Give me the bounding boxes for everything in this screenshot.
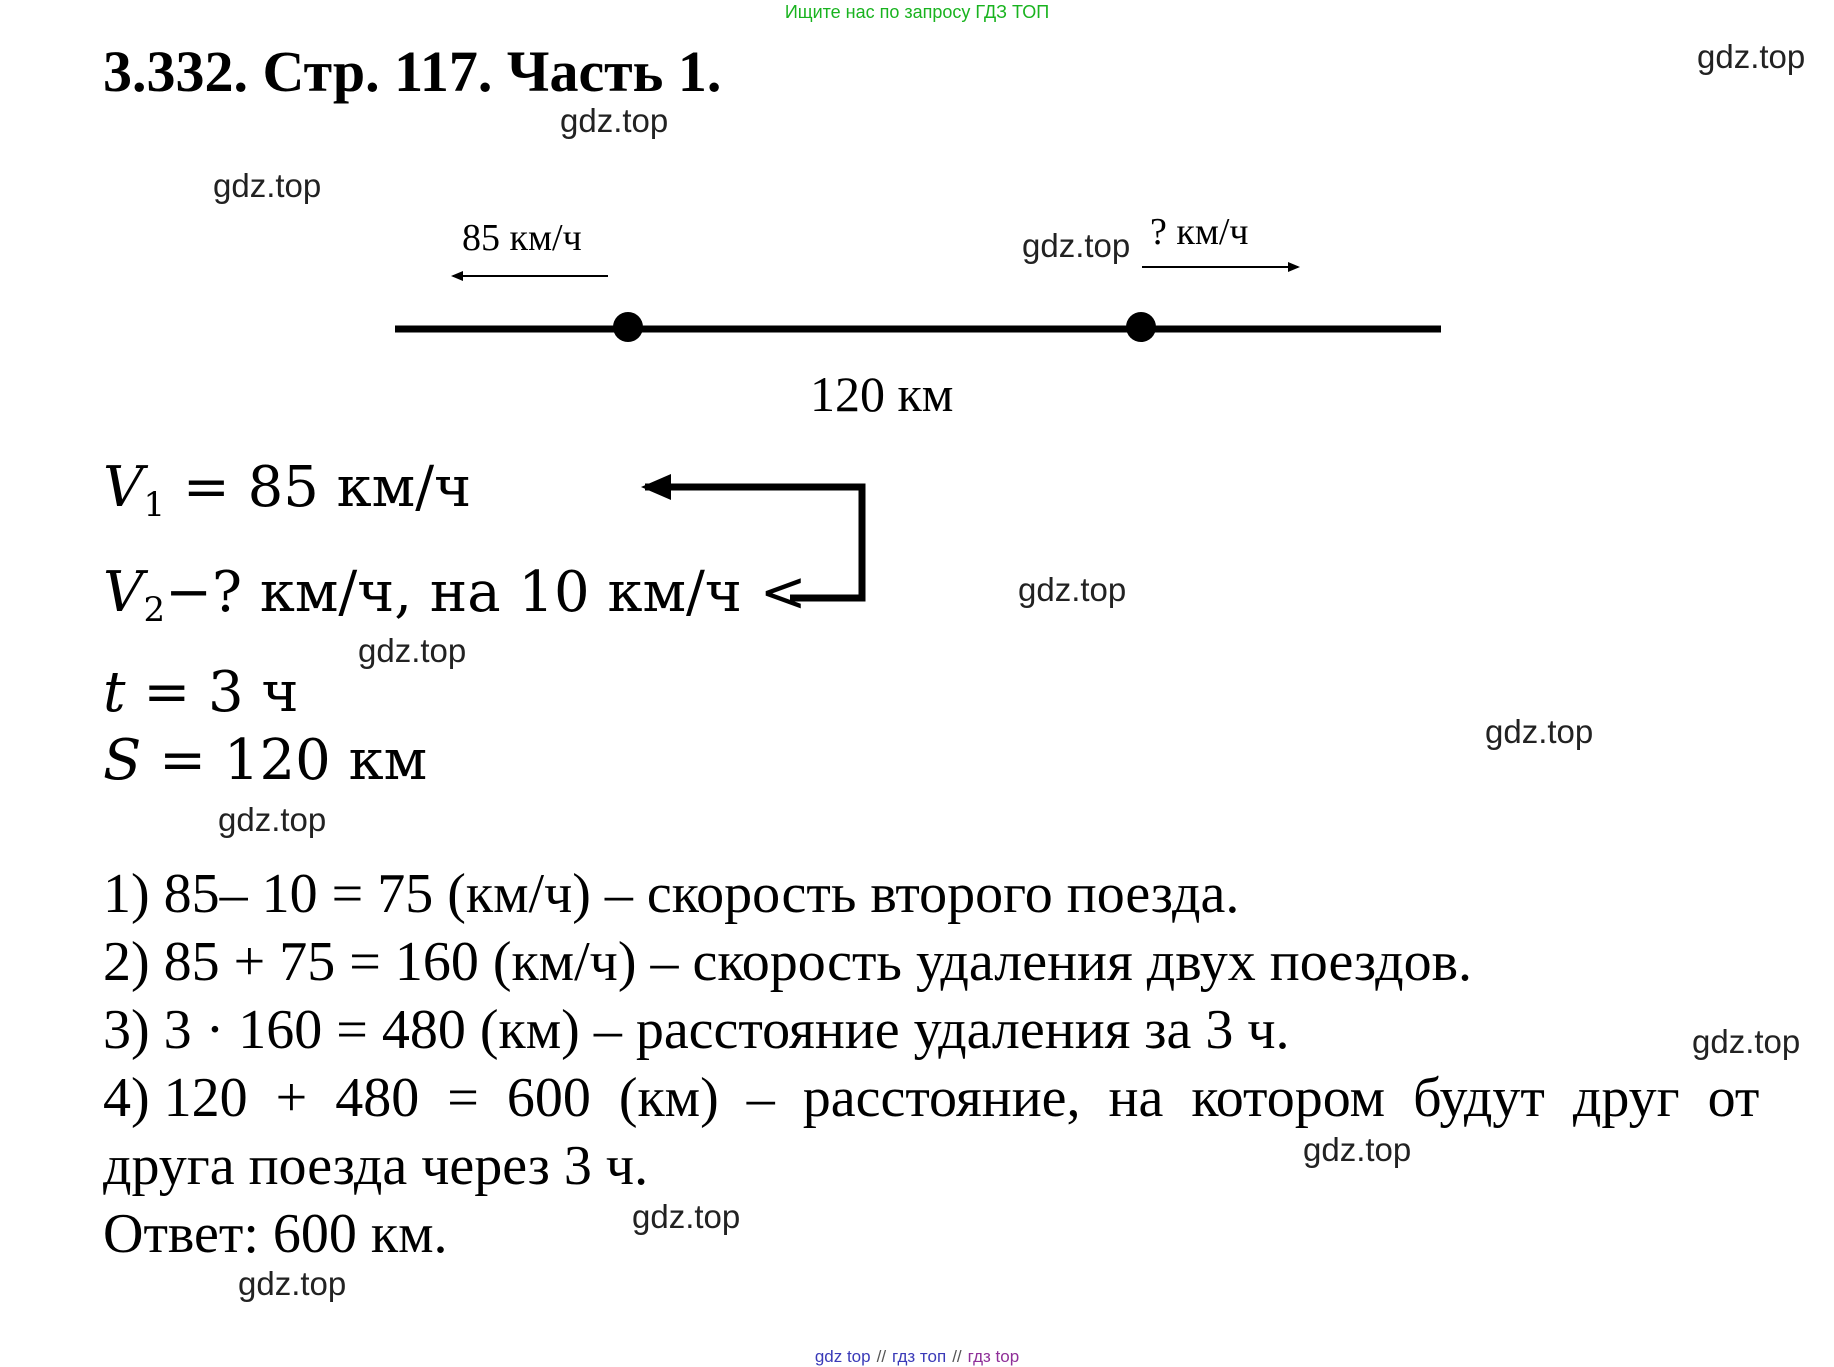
s-value: = 120 км (141, 728, 428, 793)
watermark: gdz.top (238, 1265, 347, 1302)
footer-separator: // (952, 1347, 962, 1366)
v2-symbol: V (103, 560, 144, 625)
train-point-right (1126, 312, 1156, 342)
watermark: gdz.top (1022, 227, 1131, 264)
v2-value: −? км/ч, на 10 км/ч < (165, 560, 807, 625)
v2-index: 2 (143, 590, 166, 630)
solution-step-3: 3) 3 · 160 = 480 (км) – расстояние удаления за 3 ч. (103, 999, 1290, 1061)
s-symbol: S (103, 728, 142, 793)
given-v2 (103, 560, 807, 630)
footer-link-gdz-top[interactable]: gdz top (814, 1347, 871, 1366)
v1-symbol: V (103, 455, 144, 520)
watermark: gdz.top (1692, 1023, 1801, 1060)
solution-step-1: 1) 85– 10 = 75 (км/ч) – скорость второго поезда. (103, 863, 1240, 925)
answer: Ответ: 600 км. (103, 1203, 448, 1265)
watermark: gdz.top (632, 1198, 741, 1235)
distance-label: 120 км (810, 366, 954, 422)
solution-step-4-continued: друга поезда через 3 ч. (103, 1135, 649, 1197)
footer-link-gdz-top-mixed[interactable]: гдз top (967, 1347, 1020, 1366)
solution-step-4: 4) 120 + 480 = 600 (км) – расстояние, на котором будут друг от (103, 1067, 1760, 1129)
footer-links (0, 1347, 1834, 1367)
given-s (103, 728, 427, 793)
solution-step-2: 2) 85 + 75 = 160 (км/ч) – скорость удаления двух поездов. (103, 931, 1473, 993)
watermark: gdz.top (213, 167, 322, 204)
v1-index: 1 (143, 485, 166, 525)
watermark: gdz.top (1485, 713, 1594, 750)
footer-link-gdz-top-ru[interactable]: гдз топ (892, 1347, 947, 1366)
watermark: gdz.top (560, 102, 669, 139)
t-value: = 3 ч (125, 660, 299, 725)
top-promo-note: Ищите нас по запросу ГДЗ ТОП (784, 2, 1050, 22)
train-point-left (613, 312, 643, 342)
watermark: gdz.top (218, 801, 327, 838)
left-speed-label: 85 км/ч (462, 217, 582, 259)
footer-separator: // (876, 1347, 887, 1366)
watermark: gdz.top (1697, 38, 1806, 75)
given-t (103, 660, 299, 725)
page-title: 3.332. Стр. 117. Часть 1. (103, 39, 722, 104)
v1-value: = 85 км/ч (165, 455, 472, 520)
given-v1 (103, 455, 471, 525)
t-symbol: t (103, 660, 126, 725)
watermark: gdz.top (358, 632, 467, 669)
right-speed-label: ? км/ч (1150, 211, 1249, 253)
watermark: gdz.top (1303, 1131, 1412, 1168)
watermark: gdz.top (1018, 571, 1127, 608)
